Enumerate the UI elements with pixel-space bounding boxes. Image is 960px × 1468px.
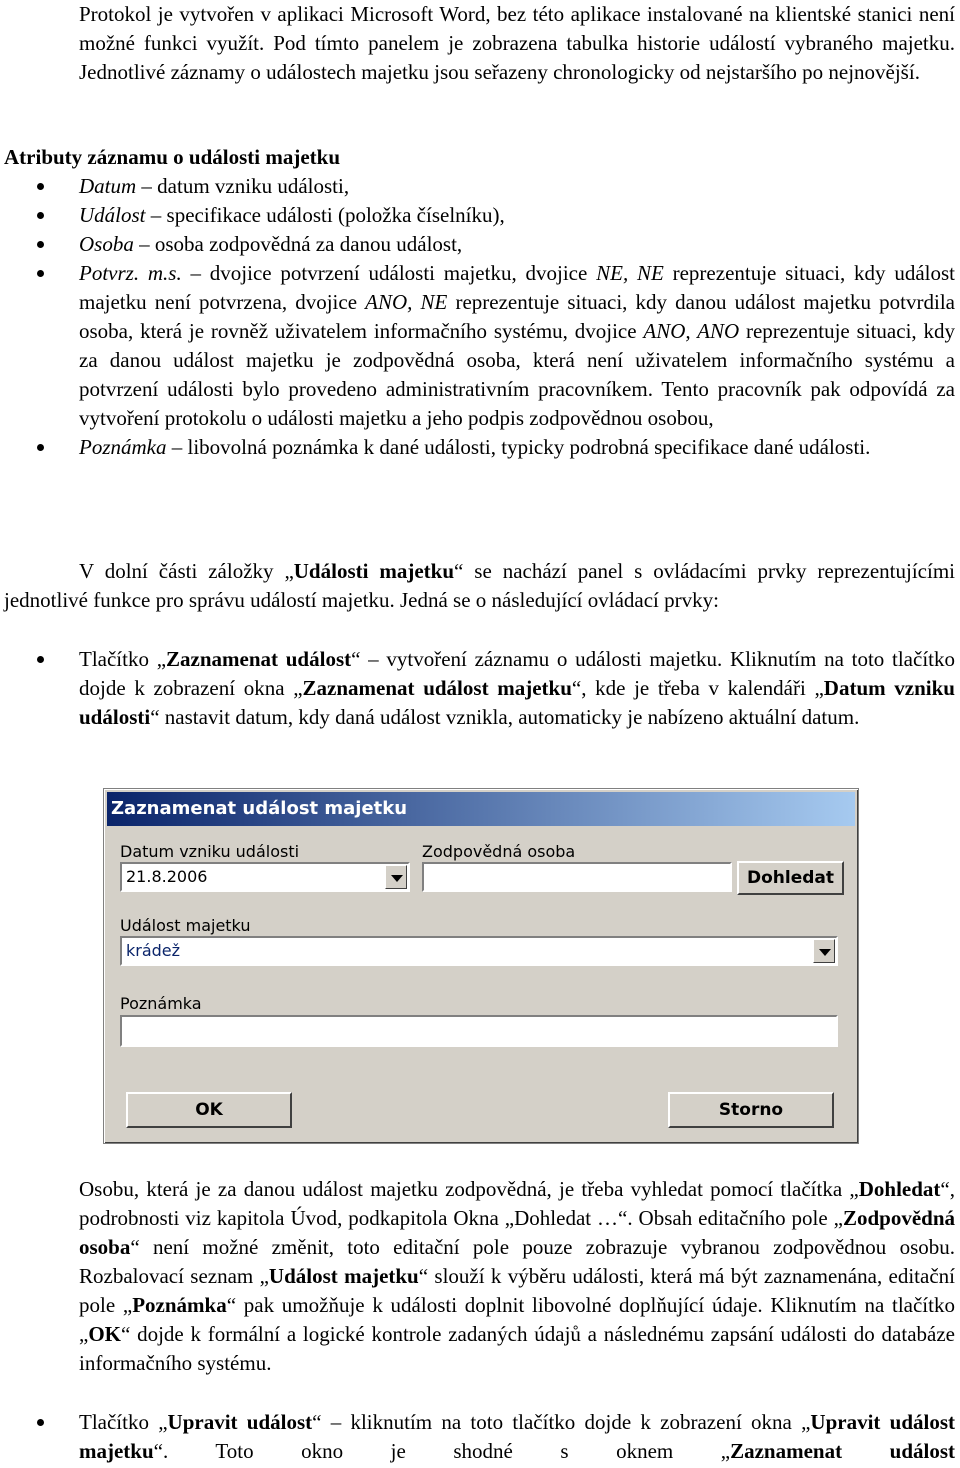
term-poznamka: Poznámka bbox=[79, 435, 167, 459]
window-name: Zaznamenat událost majetku bbox=[302, 676, 572, 700]
bullet-icon bbox=[37, 183, 44, 190]
panel-text: “ se nachází panel s ovládacími prvky reprezentujícími jednotlivé funkce pro správu událostí majetku. Jedná se o následující ovládací prvky: bbox=[4, 559, 955, 612]
field-name: Poznámka bbox=[132, 1293, 227, 1317]
item-text: – datum vzniku události, bbox=[136, 174, 350, 198]
panel-text: V dolní části záložky „ bbox=[79, 559, 294, 583]
item-text: – specifikace události (položka číselníku), bbox=[145, 203, 505, 227]
list-item bbox=[0, 433, 960, 462]
controls-list bbox=[0, 645, 960, 732]
term-datum: Datum bbox=[79, 174, 137, 198]
chevron-down-icon[interactable] bbox=[813, 939, 835, 963]
bullet-icon bbox=[37, 212, 44, 219]
list-item bbox=[0, 1408, 960, 1466]
list-item bbox=[0, 645, 960, 732]
attributes-heading: Atributy záznamu o události majetku bbox=[4, 145, 341, 169]
list-item bbox=[0, 172, 960, 201]
person-field[interactable] bbox=[422, 862, 732, 892]
item-text: Tlačítko „ bbox=[79, 647, 167, 671]
note-label: Poznámka bbox=[120, 994, 202, 1013]
button-name: Zaznamenat událost bbox=[166, 647, 352, 671]
window-name: Zaznamenat událost bbox=[730, 1439, 955, 1463]
bullet-icon bbox=[37, 1419, 44, 1426]
ok-button[interactable]: OK bbox=[126, 1092, 292, 1128]
item-text: reprezentuje situaci, kdy událost majetku není potvrzena, dvojice bbox=[79, 261, 955, 314]
item-text: “. Toto okno je shodné s oknem „ bbox=[153, 1439, 731, 1463]
button-name: OK bbox=[88, 1322, 121, 1346]
value-ano-ne: ANO, NE bbox=[365, 290, 448, 314]
after-dialog-paragraph bbox=[0, 1175, 960, 1378]
find-button[interactable]: Dohledat bbox=[737, 861, 844, 895]
paragraph-text: “, podrobnosti viz kapitola Úvod, podkapitola Okna „Dohledat …“. Obsah editačního pole „ bbox=[79, 1177, 955, 1230]
event-value: krádež bbox=[126, 941, 181, 960]
record-event-dialog bbox=[103, 788, 859, 1144]
cancel-button[interactable]: Storno bbox=[668, 1092, 834, 1128]
item-text: “ – vytvoření záznamu o události majetku. Kliknutím na toto tlačítko dojde k zobrazení okna „ bbox=[79, 647, 955, 700]
bullet-icon bbox=[37, 241, 44, 248]
term-osoba: Osoba bbox=[79, 232, 134, 256]
event-combo[interactable] bbox=[120, 936, 838, 966]
person-label: Zodpovědná osoba bbox=[422, 842, 576, 861]
term-potvrz: Potvrz. m.s. bbox=[79, 261, 182, 285]
field-name: Datum vzniku události bbox=[79, 676, 955, 729]
term-udalost: Událost bbox=[79, 203, 146, 227]
item-text: – osoba zodpovědná za danou událost, bbox=[133, 232, 463, 256]
intro-text: Protokol je vytvořen v aplikaci Microsoft Word, bez této aplikace instalované na klientské stanici není možné funkci využít. Pod tímto panelem je zobrazena tabulka historie událostí vybraného majetku. Jednotlivé záznamy o událostech majetku jsou seřazeny chronologicky od nejstaršího po nejnovější. bbox=[79, 2, 955, 84]
item-text: reprezentuje situaci, kdy za danou událost majetku je zodpovědná osoba, která není uživatelem informačního systému a potvrzení události bylo provedeno administrativním pracovníkem. Tento pracovník pak odpovídá za vytvoření protokolu o události majetku a jeho podpis zodpovědnou osobou, bbox=[79, 319, 956, 430]
dialog-titlebar: Zaznamenat událost majetku bbox=[107, 792, 855, 826]
date-combo[interactable] bbox=[120, 862, 410, 892]
field-name: Zodpovědná osoba bbox=[79, 1206, 955, 1259]
value-ano-ano: ANO, ANO bbox=[643, 319, 740, 343]
bullet-icon bbox=[37, 656, 44, 663]
bullet-icon bbox=[37, 444, 44, 451]
panel-paragraph bbox=[4, 557, 955, 615]
item-text: “ nastavit datum, kdy daná událost vznikla, automaticky je nabízeno aktuální datum. bbox=[150, 705, 860, 729]
item-text: Tlačítko „ bbox=[79, 1410, 168, 1434]
paragraph-text: “ pak umožňuje k události doplnit libovolné doplňující údaje. Kliknutím na tlačítko „ bbox=[79, 1293, 955, 1346]
date-value: 21.8.2006 bbox=[126, 867, 208, 886]
paragraph-text: “ dojde k formální a logické kontrole zadaných údajů a následnému zapsání události do databáze informačního systému. bbox=[79, 1322, 955, 1375]
paragraph-text: “ slouží k výběru události, která má být zaznamenána, editační pole „ bbox=[79, 1264, 955, 1317]
item-text: “, kde je třeba v kalendáři „ bbox=[571, 676, 824, 700]
attributes-list bbox=[0, 172, 960, 462]
field-name: Událost majetku bbox=[268, 1264, 419, 1288]
item-text: – libovolná poznámka k dané události, typicky podrobná specifikace dané události. bbox=[166, 435, 871, 459]
value-ne-ne: NE, NE bbox=[596, 261, 664, 285]
paragraph-text: Osobu, která je za danou událost majetku zodpovědná, je třeba vyhledat pomocí tlačítka „ bbox=[79, 1177, 859, 1201]
controls-list-continued bbox=[0, 1408, 960, 1466]
paragraph-text: “ není možné změnit, toto editační pole pouze zobrazuje vybranou zodpovědnou osobu. Rozbalovací seznam „ bbox=[79, 1235, 955, 1288]
panel-tab-name: Události majetku bbox=[293, 559, 455, 583]
note-field[interactable] bbox=[120, 1015, 838, 1047]
chevron-down-icon[interactable] bbox=[385, 865, 407, 889]
button-name: Dohledat bbox=[858, 1177, 941, 1201]
date-label: Datum vzniku události bbox=[120, 842, 300, 861]
button-name: Upravit událost bbox=[167, 1410, 313, 1434]
bullet-icon bbox=[37, 270, 44, 277]
item-text: “ – kliknutím na toto tlačítko dojde k zobrazení okna „ bbox=[312, 1410, 811, 1434]
window-name: Upravit událost majetku bbox=[79, 1410, 955, 1463]
intro-paragraph bbox=[0, 0, 960, 87]
list-item bbox=[0, 230, 960, 259]
item-text: reprezentuje situaci, kdy danou událost majetku potvrdila osoba, která je rovněž uživatelem informačního systému, dvojice bbox=[79, 290, 955, 343]
item-text: – dvojice potvrzení události majetku, dvojice bbox=[181, 261, 597, 285]
list-item bbox=[0, 259, 960, 433]
list-item bbox=[0, 201, 960, 230]
event-label: Událost majetku bbox=[120, 916, 251, 935]
